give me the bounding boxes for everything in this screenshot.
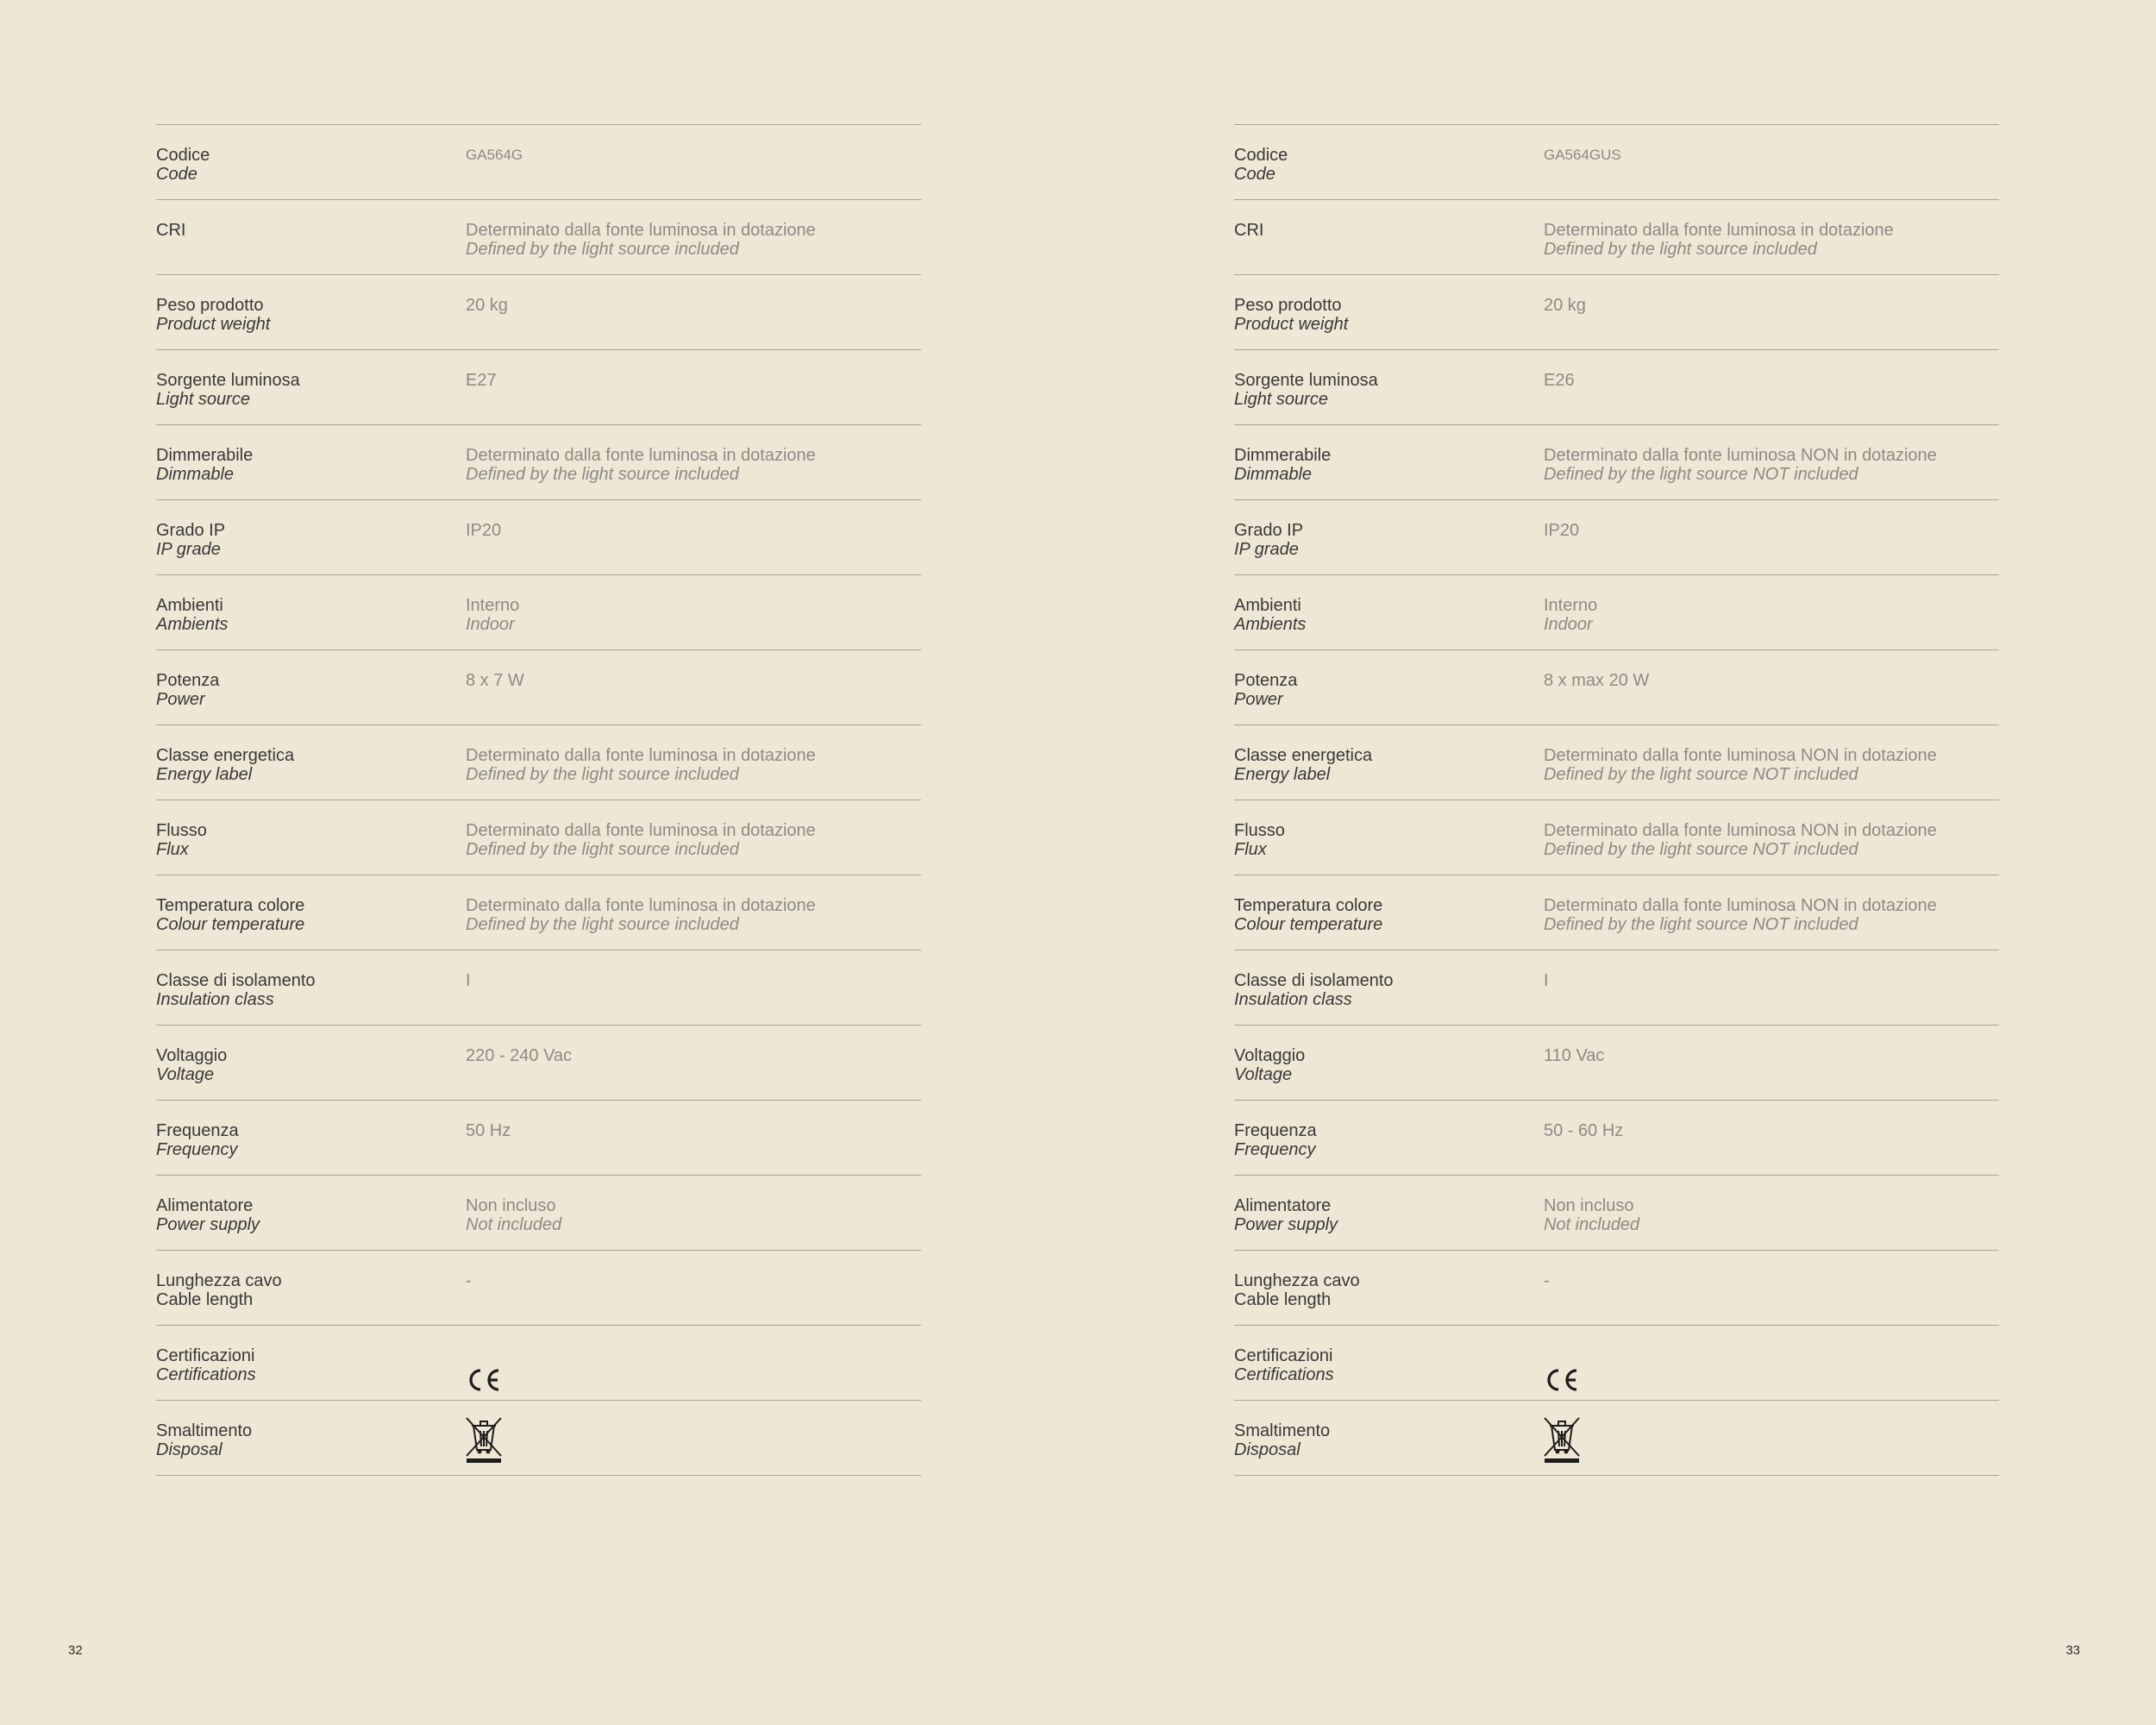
spec-label-en: Energy label <box>1234 765 1331 784</box>
spec-label <box>156 146 210 184</box>
spec-label-en: Frequency <box>156 1140 238 1159</box>
spec-value-it: 220 - 240 Vac <box>466 1046 573 1065</box>
spec-row-temperatura-colore <box>156 875 921 950</box>
spec-value <box>1544 596 1597 634</box>
spec-value-en: Defined by the light source included <box>1544 240 1817 259</box>
spec-value <box>466 146 523 165</box>
spec-label-it: Peso prodotto <box>1234 296 1342 315</box>
spec-label <box>1234 671 1297 709</box>
spec-value-it: I <box>1544 971 1549 990</box>
spec-value-en: Defined by the light source included <box>466 840 739 859</box>
spec-label-it: Ambienti <box>1234 596 1301 615</box>
spec-label <box>1234 746 1372 784</box>
spec-label-it: Lunghezza cavo <box>1234 1271 1360 1290</box>
spec-value-it: Determinato dalla fonte luminosa NON in dotazione <box>1544 821 1937 840</box>
spec-label-en: Frequency <box>1234 1140 1316 1159</box>
spec-value-en: Defined by the light source included <box>466 465 739 484</box>
spec-label-it: Frequenza <box>1234 1121 1317 1140</box>
spec-label <box>1234 896 1382 934</box>
spec-value <box>466 371 497 390</box>
spec-value <box>1544 521 1579 540</box>
spec-label <box>1234 371 1378 409</box>
spec-value <box>1544 1046 1604 1065</box>
spec-label <box>156 1271 282 1309</box>
spec-label-it: Sorgente luminosa <box>156 371 300 390</box>
spec-label <box>156 596 228 634</box>
spec-row-alimentatore <box>156 1176 921 1251</box>
spec-value-en: Defined by the light source NOT included <box>1544 840 1858 859</box>
spec-label-en: Voltage <box>156 1065 215 1084</box>
spec-value <box>466 746 816 784</box>
spec-label-en: Light source <box>156 390 250 409</box>
spec-value <box>466 1271 472 1290</box>
spec-label <box>1234 1271 1360 1309</box>
spec-value-en: Defined by the light source NOT included <box>1544 915 1858 934</box>
spec-value-en: Not included <box>1544 1215 1640 1234</box>
spec-label-it: Frequenza <box>156 1121 239 1140</box>
spec-label-en: Flux <box>1234 840 1267 859</box>
spec-value-it: Determinato dalla fonte luminosa in dotazione <box>466 896 816 915</box>
spec-label <box>1234 521 1303 559</box>
spec-value-it: I <box>466 971 471 990</box>
spec-row-classe-energetica <box>156 725 921 800</box>
spec-label-en: Power <box>1234 690 1283 709</box>
spec-label-en: Disposal <box>156 1440 222 1459</box>
spec-label-it: Classe energetica <box>1234 746 1373 765</box>
spec-label <box>1234 1196 1338 1234</box>
spec-label-en: IP grade <box>156 540 221 559</box>
spec-value-en: Indoor <box>466 615 515 634</box>
spec-label <box>1234 296 1348 334</box>
spec-row-dimmerabile <box>156 425 921 500</box>
spec-label-it: Lunghezza cavo <box>156 1271 282 1290</box>
page-number-left: 32 <box>68 1643 83 1658</box>
spec-row-dimmerabile <box>1234 425 1999 500</box>
spec-label-en: Code <box>1234 165 1275 184</box>
spec-row-lunghezza-cavo <box>1234 1251 1999 1326</box>
spec-label-it: Dimmerabile <box>156 446 254 465</box>
spec-row-sorgente-luminosa <box>1234 350 1999 425</box>
spec-value-it: - <box>1544 1271 1550 1290</box>
spec-row-grado-ip <box>1234 500 1999 575</box>
spec-label-it: Classe di isolamento <box>1234 971 1394 990</box>
spec-value-it: Determinato dalla fonte luminosa in dotazione <box>466 221 816 240</box>
spec-value-en: Defined by the light source included <box>466 765 739 784</box>
spec-label-it: Classe energetica <box>156 746 295 765</box>
spec-label <box>156 521 225 559</box>
spec-value-it: Determinato dalla fonte luminosa in dotazione <box>1544 221 1894 240</box>
spec-row-certificazioni <box>1234 1326 1999 1401</box>
spec-label <box>1234 1346 1334 1384</box>
spec-value <box>466 446 816 484</box>
spec-label <box>156 1421 252 1459</box>
spec-label-it: Classe di isolamento <box>156 971 316 990</box>
spec-row-alimentatore <box>1234 1176 1999 1251</box>
spec-label-it: Smaltimento <box>156 1421 253 1440</box>
spec-label <box>1234 146 1288 184</box>
spec-value <box>1544 1196 1639 1234</box>
spec-value <box>1544 446 1937 484</box>
spec-value-it: - <box>466 1271 472 1290</box>
spec-label-it: Voltaggio <box>156 1046 228 1065</box>
spec-value <box>466 521 501 540</box>
spec-label-it: Temperatura colore <box>1234 896 1383 915</box>
spec-value-it: GA564GUS <box>1544 147 1621 163</box>
spec-row-potenza <box>1234 650 1999 725</box>
spec-label-en: Disposal <box>1234 1440 1300 1459</box>
spec-value <box>1544 371 1575 390</box>
spec-label <box>156 746 294 784</box>
spec-value <box>466 221 816 259</box>
spec-value-it: 8 x 7 W <box>466 671 524 690</box>
spec-label-en: IP grade <box>1234 540 1299 559</box>
ce-mark-icon <box>466 1366 502 1394</box>
spec-value-it: 20 kg <box>466 296 508 315</box>
spec-label-it: Flusso <box>156 821 207 840</box>
spec-label-en: Certifications <box>1234 1365 1334 1384</box>
spec-value <box>1544 896 1937 934</box>
spec-value <box>1544 296 1586 315</box>
spec-label <box>156 1196 260 1234</box>
spec-label-it: Peso prodotto <box>156 296 264 315</box>
spec-value-en: Indoor <box>1544 615 1593 634</box>
spec-table-right <box>1234 124 1999 1476</box>
spec-value-it: 20 kg <box>1544 296 1586 315</box>
spec-label-it: CRI <box>1234 221 1264 240</box>
spec-label-en: Ambients <box>156 615 229 634</box>
spec-label-en: Colour temperature <box>1234 915 1383 934</box>
spec-value-it: E27 <box>466 371 497 390</box>
spec-value <box>1544 821 1937 859</box>
spec-row-flusso <box>156 800 921 875</box>
spec-value-it: Determinato dalla fonte luminosa in dotazione <box>466 446 816 465</box>
spec-label-it: Temperatura colore <box>156 896 305 915</box>
spec-value <box>1544 146 1621 165</box>
spec-value <box>466 1046 572 1065</box>
spec-label-en: Voltage <box>1234 1065 1293 1084</box>
spec-row-cri <box>156 200 921 275</box>
spec-value <box>466 971 471 990</box>
spec-row-grado-ip <box>156 500 921 575</box>
spec-row-smaltimento <box>156 1401 921 1476</box>
spec-value <box>466 296 508 315</box>
spec-value-it: Interno <box>466 596 520 615</box>
spec-label-it: CRI <box>156 221 186 240</box>
spec-row-frequenza <box>156 1101 921 1176</box>
spec-label <box>156 296 270 334</box>
spec-label-it: Smaltimento <box>1234 1421 1331 1440</box>
spec-label <box>156 221 185 240</box>
spec-value-it: GA564G <box>466 147 523 163</box>
spec-label <box>1234 1046 1305 1084</box>
spec-row-cri <box>1234 200 1999 275</box>
spec-label <box>1234 1121 1317 1159</box>
spec-value-it: 50 - 60 Hz <box>1544 1121 1624 1140</box>
spec-value-en: Not included <box>466 1215 562 1234</box>
spec-label <box>156 971 316 1009</box>
spec-label <box>156 896 304 934</box>
spec-value-en: Defined by the light source included <box>466 915 739 934</box>
spec-label-en: Insulation class <box>1234 990 1352 1009</box>
spec-label-it: Voltaggio <box>1234 1046 1306 1065</box>
spec-value <box>466 896 816 934</box>
page-number-right: 33 <box>2065 1643 2080 1658</box>
spec-value-it: Determinato dalla fonte luminosa NON in dotazione <box>1544 746 1937 765</box>
spec-label-en: Light source <box>1234 390 1328 409</box>
spec-table-left <box>156 124 921 1476</box>
spec-value <box>1544 971 1549 990</box>
ce-mark-icon <box>1544 1366 1580 1394</box>
spec-value <box>1544 1271 1550 1290</box>
spec-label-it: Codice <box>1234 146 1288 165</box>
spec-label-it: Alimentatore <box>156 1196 254 1215</box>
spec-value-it: IP20 <box>1544 521 1580 540</box>
spec-label-en: Power supply <box>156 1215 260 1234</box>
spec-value <box>1544 221 1894 259</box>
spec-label-it: Grado IP <box>156 521 226 540</box>
spec-row-classe-energetica <box>1234 725 1999 800</box>
spec-label-en: Cable length <box>156 1290 254 1309</box>
spec-row-lunghezza-cavo <box>156 1251 921 1326</box>
spec-value-it: 110 Vac <box>1544 1046 1605 1065</box>
spec-label-en: Energy label <box>156 765 253 784</box>
spec-value-en: Defined by the light source NOT included <box>1544 465 1858 484</box>
spec-label <box>156 671 219 709</box>
spec-label-en: Power supply <box>1234 1215 1338 1234</box>
spec-value <box>466 1196 561 1234</box>
spec-row-classe-di-isolamento <box>1234 950 1999 1026</box>
spec-value-it: 8 x max 20 W <box>1544 671 1650 690</box>
spec-row-temperatura-colore <box>1234 875 1999 950</box>
spec-value-it: Non incluso <box>466 1196 556 1215</box>
spec-row-ambienti <box>156 575 921 650</box>
spec-label-en: Dimmable <box>156 465 235 484</box>
spec-row-frequenza <box>1234 1101 1999 1176</box>
spec-label-it: Ambienti <box>156 596 223 615</box>
spec-label-it: Certificazioni <box>1234 1346 1333 1365</box>
spec-label-en: Dimmable <box>1234 465 1313 484</box>
spec-label-en: Code <box>156 165 197 184</box>
spec-value <box>466 821 816 859</box>
spec-value <box>1544 1121 1623 1140</box>
spec-label-en: Cable length <box>1234 1290 1332 1309</box>
spec-row-codice <box>1234 125 1999 200</box>
spec-row-potenza <box>156 650 921 725</box>
spec-label <box>1234 446 1331 484</box>
spec-row-codice <box>156 125 921 200</box>
spec-label <box>1234 821 1285 859</box>
spec-value-en: Defined by the light source NOT included <box>1544 765 1858 784</box>
spec-label <box>1234 221 1263 240</box>
spec-value-it: Interno <box>1544 596 1598 615</box>
spec-label-en: Colour temperature <box>156 915 305 934</box>
spec-label <box>156 1346 256 1384</box>
spec-label-it: Codice <box>156 146 210 165</box>
spec-label-en: Certifications <box>156 1365 256 1384</box>
spec-label-it: Grado IP <box>1234 521 1304 540</box>
spec-value-it: Determinato dalla fonte luminosa NON in dotazione <box>1544 446 1937 465</box>
spec-row-voltaggio <box>1234 1026 1999 1101</box>
spec-value-en: Defined by the light source included <box>466 240 739 259</box>
spec-label <box>156 1121 239 1159</box>
spec-label-it: Alimentatore <box>1234 1196 1332 1215</box>
spec-value <box>466 1121 511 1140</box>
spec-label <box>156 446 253 484</box>
spec-row-voltaggio <box>156 1026 921 1101</box>
spec-row-classe-di-isolamento <box>156 950 921 1026</box>
spec-value <box>466 596 519 634</box>
spec-value-it: Determinato dalla fonte luminosa in dotazione <box>466 746 816 765</box>
spec-label-en: Flux <box>156 840 189 859</box>
spec-value <box>1544 746 1937 784</box>
spec-value-it: 50 Hz <box>466 1121 511 1140</box>
spec-label-it: Certificazioni <box>156 1346 255 1365</box>
spec-label-it: Sorgente luminosa <box>1234 371 1378 390</box>
spec-label-en: Power <box>156 690 205 709</box>
spec-value-it: Non incluso <box>1544 1196 1634 1215</box>
spec-label <box>1234 596 1306 634</box>
spec-value <box>1544 671 1649 690</box>
spec-label-en: Insulation class <box>156 990 274 1009</box>
spec-row-peso-prodotto <box>156 275 921 350</box>
spec-row-sorgente-luminosa <box>156 350 921 425</box>
spec-label-it: Flusso <box>1234 821 1285 840</box>
spec-label-en: Product weight <box>156 315 271 334</box>
spec-label-en: Ambients <box>1234 615 1307 634</box>
spec-row-certificazioni <box>156 1326 921 1401</box>
spec-row-ambienti <box>1234 575 1999 650</box>
spec-value-it: E26 <box>1544 371 1575 390</box>
spec-row-smaltimento <box>1234 1401 1999 1476</box>
spec-label <box>156 821 207 859</box>
spec-value <box>466 671 524 690</box>
weee-disposal-icon <box>1542 1414 1582 1465</box>
spec-value-it: Determinato dalla fonte luminosa NON in dotazione <box>1544 896 1937 915</box>
spec-row-flusso <box>1234 800 1999 875</box>
weee-disposal-icon <box>464 1414 504 1465</box>
spec-label <box>1234 971 1394 1009</box>
spec-value-it: Determinato dalla fonte luminosa in dotazione <box>466 821 816 840</box>
spec-label-en: Product weight <box>1234 315 1349 334</box>
spec-label <box>1234 1421 1330 1459</box>
spec-label-it: Dimmerabile <box>1234 446 1332 465</box>
spec-row-peso-prodotto <box>1234 275 1999 350</box>
spec-value-it: IP20 <box>466 521 502 540</box>
spec-label-it: Potenza <box>1234 671 1298 690</box>
spec-label <box>156 1046 227 1084</box>
spec-label <box>156 371 300 409</box>
spec-label-it: Potenza <box>156 671 220 690</box>
